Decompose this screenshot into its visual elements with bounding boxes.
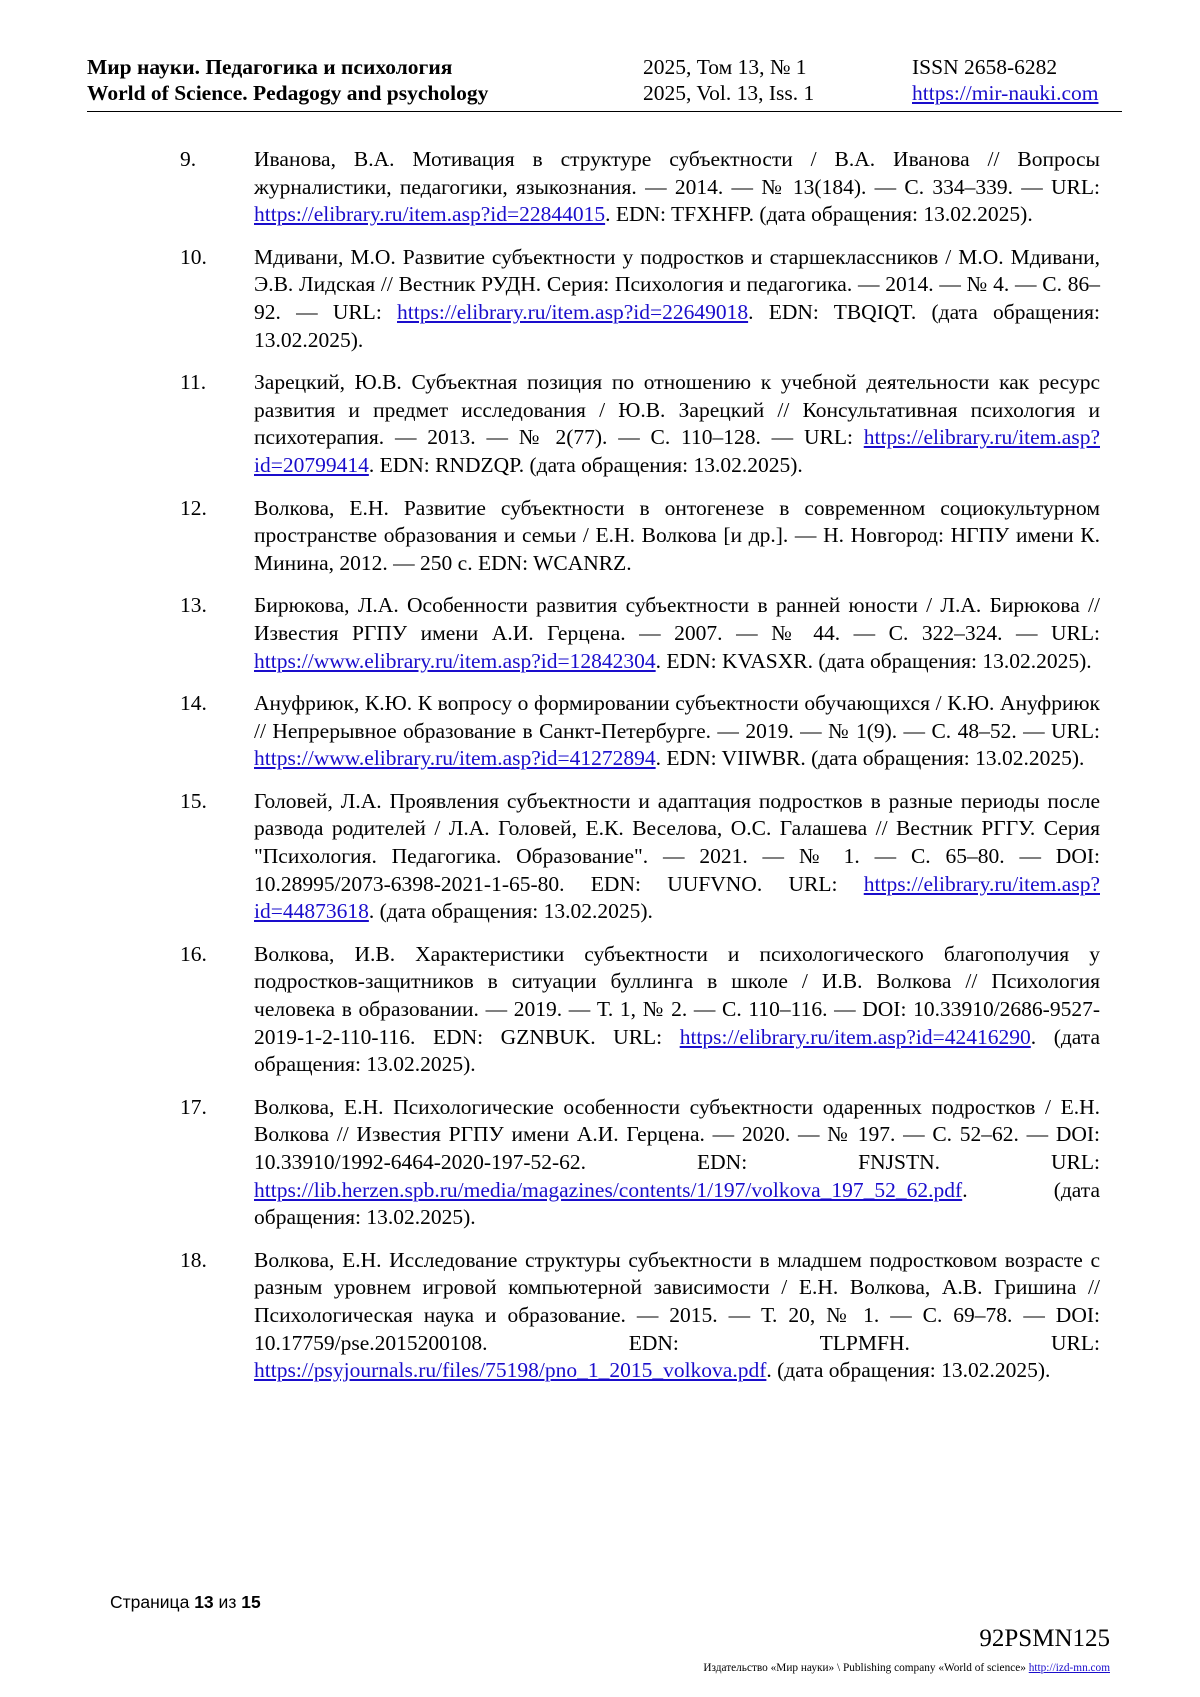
header-row-ru (87, 54, 1122, 80)
reference-tail: . EDN: KVASXR. (дата обращения: 13.02.2025). (655, 648, 1092, 673)
page-total: 15 (241, 1592, 261, 1612)
reference-number: 13. (180, 593, 207, 618)
reference-item (180, 592, 1100, 675)
reference-url-link[interactable]: https://elibrary.ru/item.asp?id=22844015 (254, 202, 606, 227)
journal-site-link[interactable]: https://mir-nauki.com (912, 81, 1099, 105)
reference-tail: . (дата обращения: 13.02.2025). (368, 899, 653, 924)
reference-url-link[interactable]: https://psyjournals.ru/files/75198/pno_1_2015_volkova.pdf (254, 1358, 767, 1383)
reference-tail: . EDN: TFXHFP. (дата обращения: 13.02.2025). (605, 202, 1033, 227)
reference-number: 12. (180, 495, 207, 520)
reference-item (180, 1094, 1100, 1232)
reference-item (180, 146, 1100, 229)
reference-item (180, 788, 1100, 926)
reference-text (254, 495, 1100, 578)
reference-citation: Волкова, Е.Н. Развитие субъектности в онтогенезе в современном социокультурном пространстве образования и семьи / Е.Н. Волкова [и др.]. — Н. Новгород: НГПУ имени К. Минина, 2012. — 250 с. EDN: WCANRZ. (254, 495, 1100, 575)
reference-item (180, 690, 1100, 773)
article-code: 92PSMN125 (979, 1625, 1110, 1652)
reference-citation: Иванова, В.А. Мотивация в структуре субъектности / В.А. Иванова // Вопросы журналистики, педагогики, языкознания. — 2014. — № 13(184). — С. 334–339. — URL: (254, 147, 1100, 199)
reference-item (180, 1247, 1100, 1385)
reference-number: 10. (180, 244, 207, 269)
page-counter (110, 1592, 261, 1613)
reference-number: 11. (180, 370, 207, 395)
reference-text (254, 690, 1100, 773)
reference-item (180, 941, 1100, 1079)
page-of: из (218, 1592, 237, 1612)
issue-ru: 2025, Том 13, № 1 (643, 55, 807, 79)
journal-title-ru: Мир науки. Педагогика и психология (87, 55, 453, 79)
reference-number: 18. (180, 1247, 207, 1272)
header-row-en (87, 80, 1122, 106)
reference-text (254, 788, 1100, 926)
reference-citation: Головей, Л.А. Проявления субъектности и адаптация подростков в разные периоды после развода родителей / Л.А. Головей, Е.К. Веселова, О.С. Галашева // Вестник РГГУ. Серия "Психология. Педагогика. Образование". — 2021. — № 1. — С. 65–80. — DOI: 10.28995/2073-6398-2021-1-65-80. EDN: UUFVNO. URL: (254, 788, 1100, 896)
reference-list (180, 146, 1100, 1400)
reference-citation: Ануфриюк, К.Ю. К вопросу о формировании субъектности обучающихся / К.Ю. Ануфриюк // Непрерывное образование в Санкт-Петербурге. — 2019. — № 1(9). — С. 48–52. — URL: (254, 691, 1100, 743)
reference-url-link[interactable]: https://elibrary.ru/item.asp?id=22649018 (397, 299, 749, 324)
reference-text (254, 369, 1100, 479)
reference-text (254, 244, 1100, 354)
reference-text (254, 941, 1100, 1079)
reference-tail: . EDN: VIIWBR. (дата обращения: 13.02.2025). (655, 746, 1085, 771)
reference-tail: . (дата обращения: 13.02.2025). (254, 1024, 1100, 1077)
reference-url-link[interactable]: https://lib.herzen.spb.ru/media/magazines/contents/1/197/volkova_197_52_62.pdf (254, 1177, 963, 1202)
reference-tail: . EDN: RNDZQP. (дата обращения: 13.02.2025). (368, 452, 803, 477)
reference-number: 9. (180, 147, 197, 171)
reference-text (254, 1247, 1100, 1385)
reference-url-link[interactable]: https://elibrary.ru/item.asp?id=44873618 (254, 871, 1100, 924)
reference-tail: . EDN: TBQIQT. (дата обращения: 13.02.2025). (254, 299, 1100, 352)
publisher-link[interactable]: http://izd-mn.com (1028, 1662, 1110, 1674)
reference-item (180, 244, 1100, 354)
reference-number: 14. (180, 691, 207, 716)
reference-tail: . (дата обращения: 13.02.2025). (254, 1177, 1100, 1230)
reference-url-link[interactable]: https://elibrary.ru/item.asp?id=42416290 (679, 1024, 1031, 1049)
reference-text (254, 1094, 1100, 1232)
issn: ISSN 2658-6282 (912, 55, 1058, 79)
issue-en: 2025, Vol. 13, Iss. 1 (643, 81, 815, 105)
journal-title-en: World of Science. Pedagogy and psychology (87, 81, 489, 105)
reference-citation: Волкова, И.В. Характеристики субъектности и психологического благополучия у подростков-защитников в ситуации буллинга в школе / И.В. Волкова // Психология человека в образовании. — 2019. — Т. 1, № 2. — С. 110–116. — DOI: 10.33910/2686-9527-2019-1-2-110-116. EDN: GZNBUK. URL: (254, 941, 1100, 1049)
reference-item (180, 495, 1100, 578)
reference-citation: Зарецкий, Ю.В. Субъектная позиция по отношению к учебной деятельности как ресурс развития и предмет исследования / Ю.В. Зарецкий // Консультативная психология и психотерапия. — 2013. — № 2(77). — С. 110–128. — URL: (254, 370, 1100, 450)
reference-number: 17. (180, 1094, 207, 1119)
reference-number: 16. (180, 941, 207, 966)
reference-url-link[interactable]: https://www.elibrary.ru/item.asp?id=41272894 (254, 746, 656, 771)
reference-item (180, 369, 1100, 479)
reference-number: 15. (180, 788, 207, 813)
reference-url-link[interactable]: https://elibrary.ru/item.asp?id=20799414 (254, 425, 1100, 477)
reference-text (254, 146, 1100, 229)
reference-tail: . (дата обращения: 13.02.2025). (766, 1358, 1051, 1383)
publisher-line (703, 1661, 1110, 1675)
reference-citation: Мдивани, М.О. Развитие субъектности у подростков и старшеклассников / М.О. Мдивани, Э.В. Лидская // Вестник РУДН. Серия: Психология и педагогика. — 2014. — № 4. — С. 86–92. — URL: (254, 244, 1100, 324)
page-current: 13 (194, 1592, 214, 1612)
page-word: Страница (110, 1592, 190, 1612)
reference-text (254, 592, 1100, 675)
reference-citation: Волкова, Е.Н. Исследование структуры субъектности в младшем подростковом возрасте с разным уровнем игровой компьютерной зависимости / Е.Н. Волкова, А.В. Гришина // Психологическая наука и образование. — 2015. — Т. 20, № 1. — С. 69–78. — DOI: 10.17759/pse.2015200108. EDN: TLPMFH. URL: (254, 1247, 1100, 1355)
publisher-text: Издательство «Мир науки» \ Publishing company «World of science» (703, 1662, 1029, 1674)
reference-citation: Волкова, Е.Н. Психологические особенности субъектности одаренных подростков / Е.Н. Волкова // Известия РГПУ имени А.И. Герцена. — 2020. — № 197. — С. 52–62. — DOI: 10.33910/1992-6464-2020-197-52-62. EDN: FNJSTN. URL: (254, 1094, 1100, 1174)
page-header (87, 52, 1122, 112)
reference-citation: Бирюкова, Л.А. Особенности развития субъектности в ранней юности / Л.А. Бирюкова // Известия РГПУ имени А.И. Герцена. — 2007. — № 44. — С. 322–324. — URL: (254, 593, 1100, 645)
reference-url-link[interactable]: https://www.elibrary.ru/item.asp?id=12842304 (254, 648, 656, 673)
